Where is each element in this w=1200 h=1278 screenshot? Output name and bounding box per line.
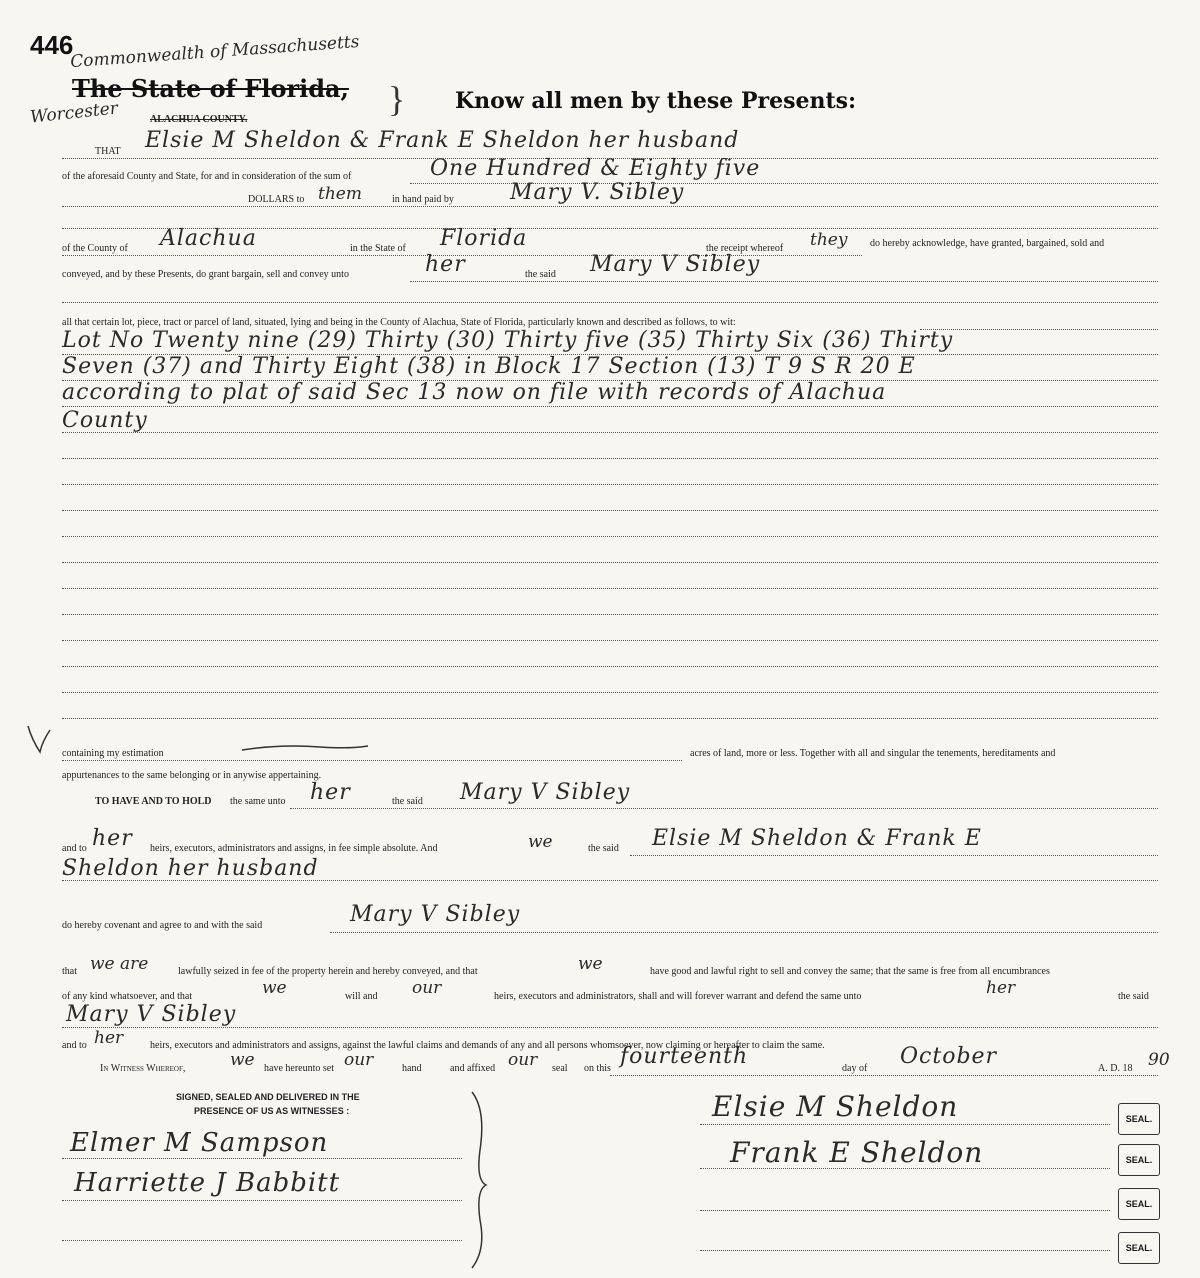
that-label: THAT	[95, 146, 121, 157]
on-this-label: on this	[584, 1063, 611, 1074]
grantee-name-5: Mary V Sibley	[66, 1002, 237, 1027]
county-value: Alachua	[160, 226, 257, 251]
claims-text: heirs, executors and administrators and assigns, against the lawful claims and demands of any and all persons whomsoever, now claiming or hereafter to claim the same.	[150, 1040, 825, 1051]
seized-value: we	[578, 954, 603, 974]
signed-heading-1: SIGNED, SEALED AND DELIVERED IN THE	[176, 1092, 360, 1102]
consideration-label: of the aforesaid County and State, for and in consideration of the sum of	[62, 171, 352, 182]
year-value: 90	[1148, 1050, 1170, 1070]
state-value: Florida	[440, 226, 528, 251]
good-right-text: have good and lawful right to sell and convey the same; that the same is free from all encumbrances	[650, 966, 1050, 977]
worcester-annotation: Worcester	[29, 98, 119, 128]
that-value: we are	[90, 954, 149, 974]
description-line-3: according to plat of said Sec 13 now on file with records of Alachua	[62, 380, 887, 405]
description-line-2: Seven (37) and Thirty Eight (38) in Block 17 Section (13) T 9 S R 20 E	[62, 354, 916, 379]
receipt-label: the receipt whereof	[706, 243, 784, 254]
the-said-label-2: the said	[392, 796, 423, 807]
witness-we-value: we	[230, 1050, 255, 1070]
and-value: we	[528, 832, 553, 852]
dollars-to-value: them	[318, 184, 362, 204]
that-label-2: that	[62, 966, 77, 977]
county-heading: ALACHUA COUNTY.	[150, 114, 248, 125]
day-value: fourteenth	[620, 1044, 749, 1069]
any-kind-text: of any kind whatsoever, and that	[62, 991, 193, 1002]
will-and-value: our	[412, 978, 442, 998]
warrant-text: heirs, executors and administrators, shall and will forever warrant and defend the same unto	[494, 991, 862, 1002]
description-line-4: County	[62, 408, 148, 433]
grantee-name-3: Mary V Sibley	[460, 780, 631, 805]
conveyed-to-value: her	[425, 252, 466, 277]
description-line-1: Lot No Twenty nine (29) Thirty (30) Thirty five (35) Thirty Six (36) Thirty	[62, 328, 954, 353]
grantee-name-4: Mary V Sibley	[350, 902, 521, 927]
check-mark	[24, 722, 54, 758]
and-to-label-2: and to	[62, 1040, 87, 1051]
hand-value: our	[344, 1050, 374, 1070]
grantors-name: Elsie M Sheldon & Frank E Sheldon her husband	[145, 128, 740, 153]
containing-label: containing my estimation	[62, 748, 164, 759]
ad-label: A. D. 18	[1098, 1063, 1133, 1074]
seal-label: seal	[552, 1063, 568, 1074]
month-value: October	[900, 1044, 998, 1069]
consideration-sum: One Hundred & Eighty five	[430, 156, 761, 181]
seal-box-1: SEAL.	[1118, 1103, 1160, 1135]
grantors-name-2a: Elsie M Sheldon & Frank E	[652, 826, 982, 851]
hereunto-label: have hereunto set	[264, 1063, 334, 1074]
appurtenances-text: appurtenances to the same belonging or in anywise appertaining.	[62, 770, 322, 781]
seal-box-2: SEAL.	[1118, 1144, 1160, 1176]
seal-box-3: SEAL.	[1118, 1188, 1160, 1220]
day-of-label: day of	[842, 1063, 868, 1074]
covenant-label: do hereby covenant and agree to and with the said	[62, 920, 263, 931]
the-said-label: the said	[525, 269, 556, 280]
affixed-label: and affixed	[450, 1063, 496, 1074]
receipt-value: they	[810, 230, 848, 250]
heirs-text: heirs, executors, administrators and assigns, in fee simple absolute. And	[150, 843, 438, 854]
witness-brace	[470, 1090, 490, 1270]
warrant-value: her	[986, 978, 1016, 998]
all-that-label: all that certain lot, piece, tract or parcel of land, situated, lying and being in the County of Alachua, State of Florida, particularly known and described as follows, to wit:	[62, 317, 736, 328]
witness-2-signature: Harriette J Babbitt	[74, 1168, 341, 1198]
signer-1-signature: Elsie M Sheldon	[712, 1090, 959, 1123]
seal-value: our	[508, 1050, 538, 1070]
grantee-name-2: Mary V Sibley	[590, 252, 761, 277]
hand-label: hand	[402, 1063, 422, 1074]
conveyed-label: conveyed, and by these Presents, do grant bargain, sell and convey unto	[62, 269, 349, 280]
grantee-name: Mary V. Sibley	[510, 180, 685, 205]
the-said-label-4: the said	[1118, 991, 1149, 1002]
state-of-label: in the State of	[350, 243, 406, 254]
and-to-value: her	[92, 826, 133, 851]
county-of-label: of the County of	[62, 243, 128, 254]
state-title: The State of Florida,	[72, 74, 349, 103]
and-to-label: and to	[62, 843, 87, 854]
grantors-name-2b: Sheldon her husband	[62, 856, 319, 881]
signed-heading-2: PRESENCE OF US AS WITNESSES :	[194, 1106, 350, 1116]
witness-1-signature: Elmer M Sampson	[70, 1128, 329, 1158]
know-all-heading: Know all men by these Presents:	[455, 88, 857, 114]
to-have-label: TO HAVE AND TO HOLD	[95, 796, 212, 807]
in-witness-label: In Witness Whereof,	[100, 1063, 186, 1074]
header-brace: }	[388, 79, 406, 119]
and-to-value-2: her	[94, 1028, 124, 1048]
same-unto-label: the same unto	[230, 796, 286, 807]
have-unto-value: her	[310, 780, 351, 805]
any-kind-value: we	[262, 978, 287, 998]
signer-2-signature: Frank E Sheldon	[730, 1136, 984, 1169]
seized-text: lawfully seized in fee of the property herein and hereby conveyed, and that	[178, 966, 478, 977]
commonwealth-annotation: Commonwealth of Massachusetts	[69, 31, 361, 73]
will-and-label: will and	[345, 991, 378, 1002]
dollars-to-label: DOLLARS to	[248, 194, 305, 205]
containing-dash	[240, 742, 370, 754]
seal-box-4: SEAL.	[1118, 1232, 1160, 1264]
acknowledge-text: do hereby acknowledge, have granted, bargained, sold and	[870, 238, 1105, 249]
page-number: 446	[30, 30, 74, 60]
the-said-label-3: the said	[588, 843, 619, 854]
paid-by-label: in hand paid by	[392, 194, 454, 205]
acres-text: acres of land, more or less. Together with all and singular the tenements, hereditaments and	[690, 748, 1056, 759]
